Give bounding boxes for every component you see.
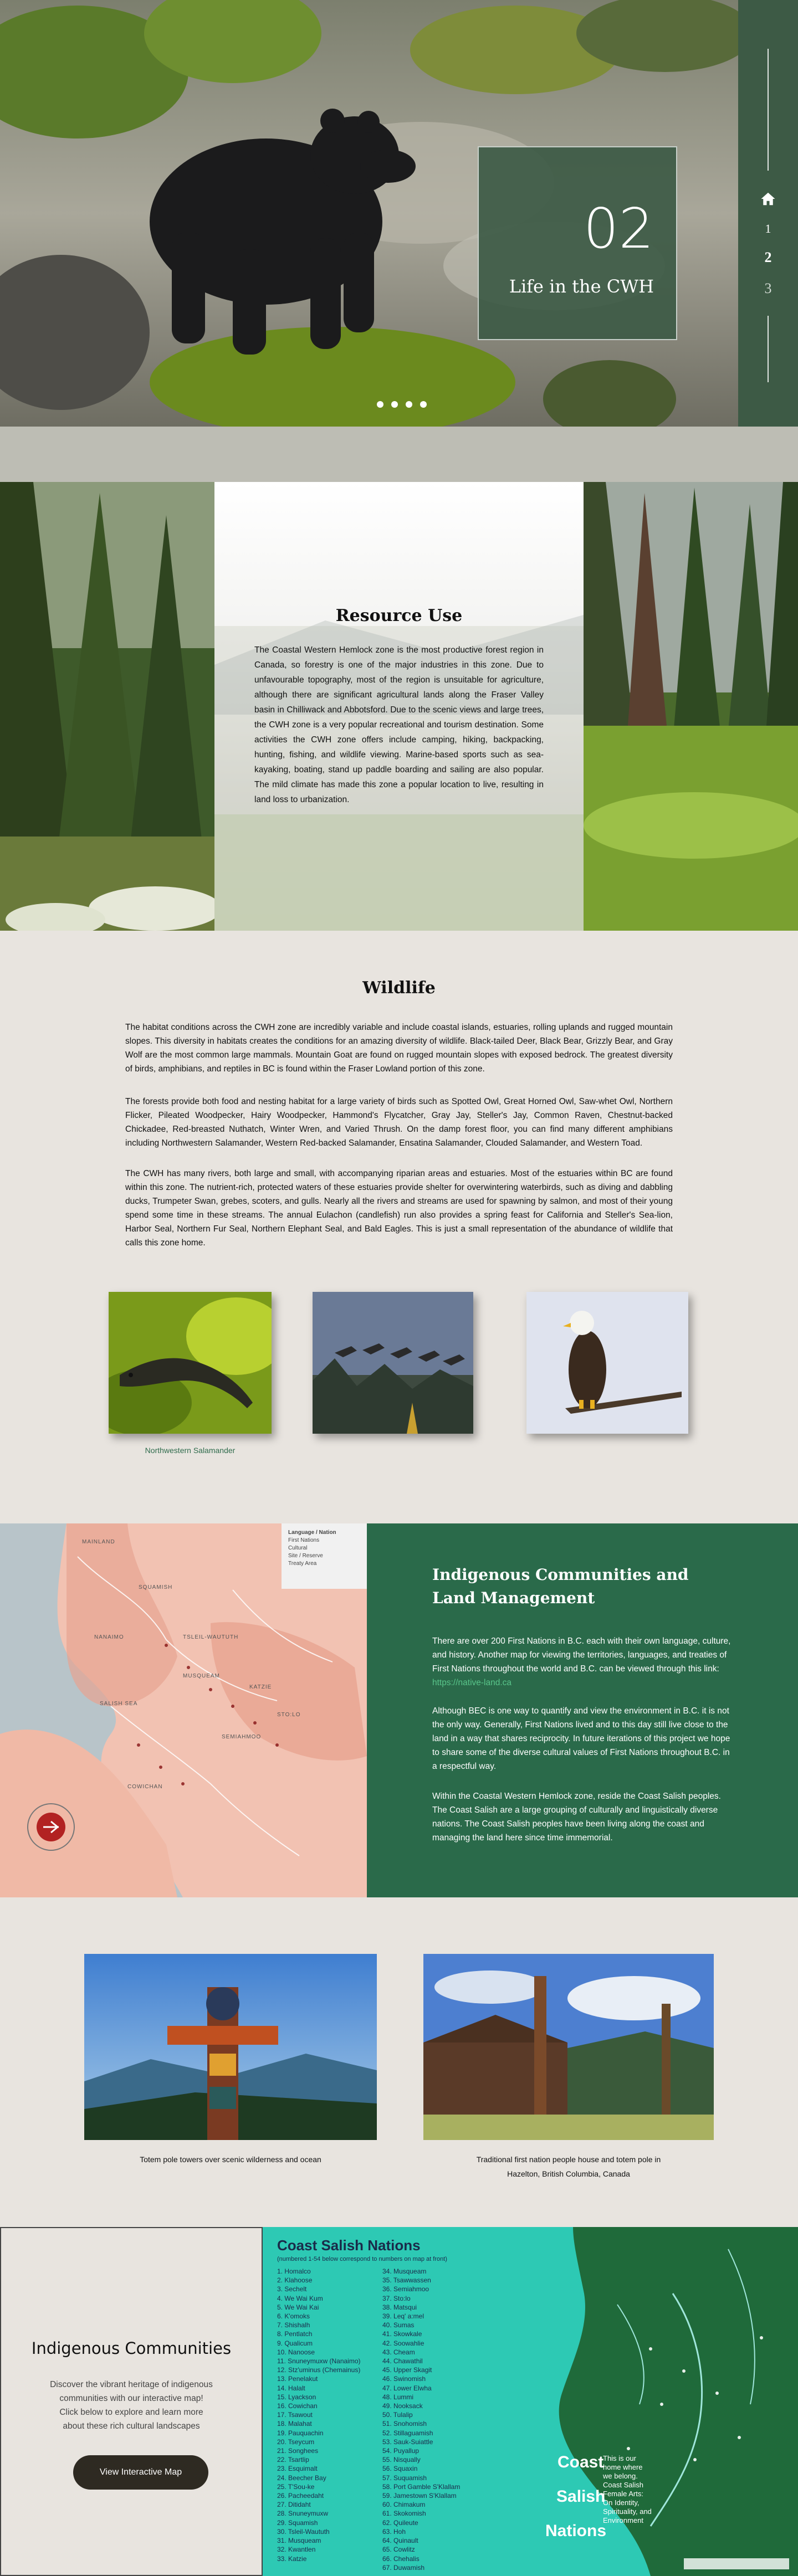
nation-list-item: 45. Upper Skagit: [382, 2366, 432, 2374]
totem-pole-photo: [84, 1954, 377, 2140]
nav-divider-bottom: [768, 316, 769, 382]
section-nav-sidebar: [738, 0, 798, 427]
coast-salish-note: This is our home where we belong. Coast Salish Female Arts: On Identity, Spirituality, and Environment: [603, 2454, 652, 2524]
nav-divider-top: [768, 49, 769, 171]
nation-list-item: 22. Tsartlip: [277, 2456, 309, 2464]
legend-item: First Nations: [288, 1537, 320, 1543]
resource-use-title: Resource Use: [335, 606, 463, 625]
nation-list-item: 48. Lummi: [382, 2393, 414, 2401]
nation-list-column-1: [277, 2267, 361, 2563]
indigenous-section: [0, 1523, 798, 1897]
nation-list-item: 24. Beecher Bay: [277, 2474, 326, 2482]
slider-dot[interactable]: [406, 401, 412, 408]
nation-list-item: 29. Squamish: [277, 2518, 318, 2527]
hero-section: [0, 0, 798, 427]
nation-list-item: 38. Matsqui: [382, 2303, 417, 2311]
map-label: TSLEIL-WAUTUTH: [183, 1634, 239, 1640]
paragraph-text: There are over 200 First Nations in B.C. each with their own language, culture, and history. Another map for viewing the territories, languages, and treaties of First Nations throughout the world and B.C. can be viewed through this link:: [432, 1636, 731, 1674]
nav-item-3[interactable]: 3: [764, 280, 772, 296]
nation-list-item: 27. Ditidaht: [277, 2501, 311, 2509]
wildlife-paragraph-3: The CWH has many rivers, both large and small, with accompanying riparian areas and estuaries. Most of the estuaries within BC are found within this zone. The nutrient-rich, protected waters of these estuaries provide shelter for overwintering waterbirds, such as diving and dabbling ducks, Trumpeter Swan, grebes, scoters, and gulls. Nearly all the rivers and streams are used for spawning by salmon, and most of their young spend some time in these streams. The annual Eulachon (candlefish) run also provides a spring feast for California and Steller's Sea-lion, Harbor Seal, Northern Fur Seal, Northern Elephant Seal, and Bald Eagles. This is just a small representation of the abundance of wildlife that calls this zone home.: [125, 1169, 673, 1248]
map-label: COWICHAN: [127, 1784, 163, 1790]
nation-list-item: 9. Qualicum: [277, 2339, 313, 2347]
nation-list-item: 62. Quileute: [382, 2518, 418, 2527]
nation-list-item: 47. Lower Elwha: [382, 2384, 432, 2392]
slider-dot[interactable]: [420, 401, 427, 408]
interactive-map-section: [0, 2227, 798, 2576]
nation-list-item: 3. Sechelt: [277, 2285, 307, 2293]
nation-list-item: 8. Pentlatch: [277, 2330, 313, 2338]
coast-salish-territory-map[interactable]: [0, 1523, 367, 1897]
longhouse-caption-line-1: Traditional first nation people house and totem pole in: [476, 2155, 661, 2164]
nation-list-item: 59. Jamestown S'Klallam: [382, 2492, 457, 2500]
nation-list-item: 5. We Wai Kai: [277, 2303, 319, 2311]
native-land-link[interactable]: https://native-land.ca: [432, 1678, 512, 1687]
nation-list-item: 36. Semiahmoo: [382, 2285, 429, 2293]
indigenous-paragraph-1: [432, 1634, 736, 1690]
nation-list-item: 37. Sto:lo: [382, 2294, 411, 2302]
section-number: 02: [583, 196, 654, 261]
bald-eagle-photo: [526, 1292, 688, 1434]
nation-list-item: 56. Squaxin: [382, 2465, 418, 2473]
nation-list-item: 33. Katzie: [277, 2554, 307, 2563]
nation-list-item: 15. Lyackson: [277, 2393, 316, 2401]
nation-list-item: 1. Homalco: [277, 2267, 311, 2275]
nation-list-item: 2. Klahoose: [277, 2276, 313, 2285]
map-label: MUSQUEAM: [183, 1673, 220, 1679]
map-legend: [288, 1529, 336, 1568]
indigenous-info-panel: [367, 1523, 798, 1897]
nation-list-item: 18. Malahat: [277, 2420, 312, 2428]
legend-title: Language / Nation: [288, 1530, 336, 1536]
nation-list-item: 67. Duwamish: [382, 2563, 425, 2572]
geese-photo: [313, 1292, 473, 1434]
interactive-title: Indigenous Communities: [31, 2339, 232, 2358]
nation-list-item: 40. Sumas: [382, 2321, 415, 2329]
totem-pole-caption: Totem pole towers over scenic wilderness and ocean: [140, 2155, 321, 2164]
nation-list-item: 43. Cheam: [382, 2348, 415, 2356]
nation-list-item: 42. Soowahlie: [382, 2339, 424, 2347]
map-label: SALISH SEA: [100, 1701, 138, 1707]
map-label: SQUAMISH: [139, 1584, 173, 1590]
nation-list-item: 52. Stillaguamish: [382, 2429, 433, 2437]
nation-list-item: 7. Shishalh: [277, 2321, 310, 2329]
nation-list-item: 35. Tsawwassen: [382, 2276, 431, 2285]
salamander-photo: [109, 1292, 272, 1434]
nation-list-item: 4. We Wai Kum: [277, 2294, 323, 2302]
indigenous-title: Indigenous Communities and Land Management: [432, 1566, 689, 1607]
nation-list-item: 30. Tsleil-Waututh: [277, 2527, 330, 2536]
nation-list-item: 26. Pacheedaht: [277, 2492, 324, 2500]
nation-list-item: 17. Tsawout: [277, 2411, 313, 2419]
nation-list-item: 61. Skokomish: [382, 2510, 426, 2518]
nation-list-item: 44. Chawathil: [382, 2357, 423, 2365]
nav-item-1[interactable]: 1: [765, 222, 771, 235]
resource-use-section: [0, 482, 798, 931]
section-title-card: [478, 146, 677, 340]
nation-list-item: 64. Quinault: [382, 2537, 418, 2545]
coast-salish-map-subtitle: (numbered 1-54 below correspond to numbers on map at front): [277, 2256, 447, 2262]
nation-list-item: 13. Penelakut: [277, 2375, 318, 2383]
nation-list-item: 10. Nanoose: [277, 2348, 315, 2356]
nation-list-item: 49. Nooksack: [382, 2402, 423, 2410]
nation-list-item: 16. Cowichan: [277, 2402, 318, 2410]
nation-list-item: 58. Port Gamble S'Klallam: [382, 2482, 461, 2491]
nation-list-item: 25. T'Sou-ke: [277, 2482, 315, 2491]
slider-dot[interactable]: [391, 401, 398, 408]
nation-list-item: 53. Sauk-Suiattle: [382, 2438, 433, 2446]
wildlife-paragraph-1: The habitat conditions across the CWH zone are incredibly variable and include coastal islands, estuaries, rolling uplands and rugged mountain slopes. This diversity in habitats creates the conditions for an amazing diversity of wildlife. Black-tailed Deer, Black Bear, Grizzly Bear, and Gray Wolf are the most common large mammals. Mountain Goat are found on rugged mountain slopes with exposed bedrock. The greatest diversity of birds, amphibians, and reptiles in BC is found within the Fraser Lowland portion of this zone.: [125, 1023, 673, 1074]
slider-dot[interactable]: [377, 401, 383, 408]
nation-list-item: 14. Halalt: [277, 2384, 305, 2392]
nation-list-item: 19. Pauquachin: [277, 2429, 324, 2437]
longhouse-caption: [423, 2152, 714, 2181]
section-title: Life in the CWH: [509, 276, 654, 297]
nation-list-item: 31. Musqueam: [277, 2537, 321, 2545]
slider-dots: [377, 401, 427, 408]
nation-list-item: 12. Stz'uminus (Chemainus): [277, 2366, 361, 2374]
view-interactive-map-button[interactable]: View Interactive Map: [73, 2455, 208, 2490]
nation-list-item: 46. Swinomish: [382, 2375, 426, 2383]
wildlife-title: Wildlife: [362, 978, 436, 998]
map-label: STO:LO: [277, 1712, 301, 1718]
resource-use-body: The Coastal Western Hemlock zone is the most productive forest region in Canada, so forestry is one of the major industries in this zone. Due to unfavourable topography, most of the region is unsuitable for agriculture, although there are significant agricultural lands along the Fraser Valley basin in Chilliwack and Abbotsford. Due to the scenic views and large trees, the CWH zone is a very popular recreational and tourism destination. Some activities the CWH zone offers include camping, hiking, backpacking, hunting, fishing, and wildlife viewing. Marine-based sports such as sea-kayaking, boating, stand up paddle boarding and sailing are also popular. The mild climate has made this zone a popular location to live, resulting in land loss to urbanization.: [254, 645, 544, 804]
nav-item-2[interactable]: 2: [764, 249, 772, 265]
map-label: SEMIAHMOO: [222, 1734, 262, 1740]
coast-salish-map-title: Coast Salish Nations: [277, 2237, 421, 2254]
nation-list-item: 60. Chimakum: [382, 2501, 426, 2509]
indigenous-paragraph-2: Although BEC is one way to quantify and view the environment in B.C. it is not the only way. Generally, First Nations lived and to this day still live close to the land in a way that shares reciprocity. In future iterations of this project we hope to share some of the diverse cultural values of First Nations throughout B.C. in a respectful way.: [432, 1706, 730, 1771]
salish-word: Salish: [556, 2487, 606, 2506]
interactive-body: Discover the vibrant heritage of indigenous communities with our interactive map! Click below to explore and learn more about these rich cultural landscapes: [50, 2380, 213, 2431]
coast-salish-nations-map[interactable]: [263, 2227, 798, 2576]
nation-list-item: 21. Songhees: [277, 2447, 319, 2455]
nation-list-item: 55. Nisqually: [382, 2456, 421, 2464]
forest-image-right: [584, 482, 798, 931]
nation-list-item: 20. Tseycum: [277, 2438, 315, 2446]
nation-list-item: 23. Esquimalt: [277, 2465, 318, 2473]
nation-list-item: 34. Musqueam: [382, 2267, 427, 2275]
map-label: MAINLAND: [82, 1539, 115, 1545]
legend-item: Cultural: [288, 1545, 308, 1551]
nation-list-item: 39. Leq' a:mel: [382, 2312, 424, 2321]
nation-list-item: 50. Tulalip: [382, 2411, 413, 2419]
nation-list-item: 6. K'omoks: [277, 2312, 310, 2321]
wildlife-paragraph-2: The forests provide both food and nesting habitat for a large variety of birds such as Spotted Owl, Great Horned Owl, Saw-whet Owl, Northern Flicker, Pileated Woodpecker, Hairy Woodpecker, Hammond's Flycatcher, Gray Jay, Steller's Jay, Common Raven, Chestnut-backed Chickadee, Red-breasted Nuthatch, Winter Wren, and Varied Thrush. On the damp forest floor, you can find many different amphibians including Northwestern Salamander, Western Red-backed Salamander, Ensatina Salamander, Clouded Salamander, and Western Toad.: [125, 1097, 673, 1148]
nation-list-item: 11. Snuneymuxw (Nanaimo): [277, 2357, 361, 2365]
legend-item: Treaty Area: [288, 1561, 317, 1567]
nation-list-item: 51. Snohomish: [382, 2420, 427, 2428]
legend-item: Site / Reserve: [288, 1553, 323, 1559]
wildlife-section: [0, 931, 798, 1523]
nation-list-item: 54. Puyallup: [382, 2447, 420, 2455]
longhouse-caption-line-2: Hazelton, British Columbia, Canada: [507, 2169, 630, 2178]
nation-list-item: 41. Skowkale: [382, 2330, 422, 2338]
indigenous-paragraph-3: Within the Coastal Western Hemlock zone, reside the Coast Salish peoples. The Coast Salish are a large grouping of culturally and linguistically diverse nations. The Coast Salish peoples have been living along the coast and managing the land here since time immemorial.: [432, 1792, 721, 1843]
nation-list-item: 66. Chehalis: [382, 2554, 420, 2563]
nation-list-item: 28. Snuneymuxw: [277, 2510, 329, 2518]
coast-word: Coast: [557, 2453, 604, 2471]
longhouse-photo: [423, 1954, 714, 2140]
totem-photos-section: [0, 1897, 798, 2227]
nation-list-item: 57. Suquamish: [382, 2474, 427, 2482]
home-icon[interactable]: [738, 191, 798, 211]
resource-use-card: [214, 482, 584, 931]
nation-list-item: 65. Cowlitz: [382, 2546, 415, 2554]
nation-list-item: 32. Kwantlen: [277, 2546, 316, 2554]
section-divider-band: [0, 427, 798, 482]
forest-image-left: [0, 482, 214, 931]
map-label: KATZIE: [249, 1684, 272, 1690]
nation-list-item: 63. Hoh: [382, 2527, 406, 2536]
salamander-caption: Northwestern Salamander: [145, 1446, 236, 1455]
nations-word: Nations: [545, 2522, 607, 2540]
map-label: NANAIMO: [94, 1634, 124, 1640]
interactive-map-intro: [0, 2227, 263, 2576]
nation-list-column-2: [382, 2267, 460, 2572]
